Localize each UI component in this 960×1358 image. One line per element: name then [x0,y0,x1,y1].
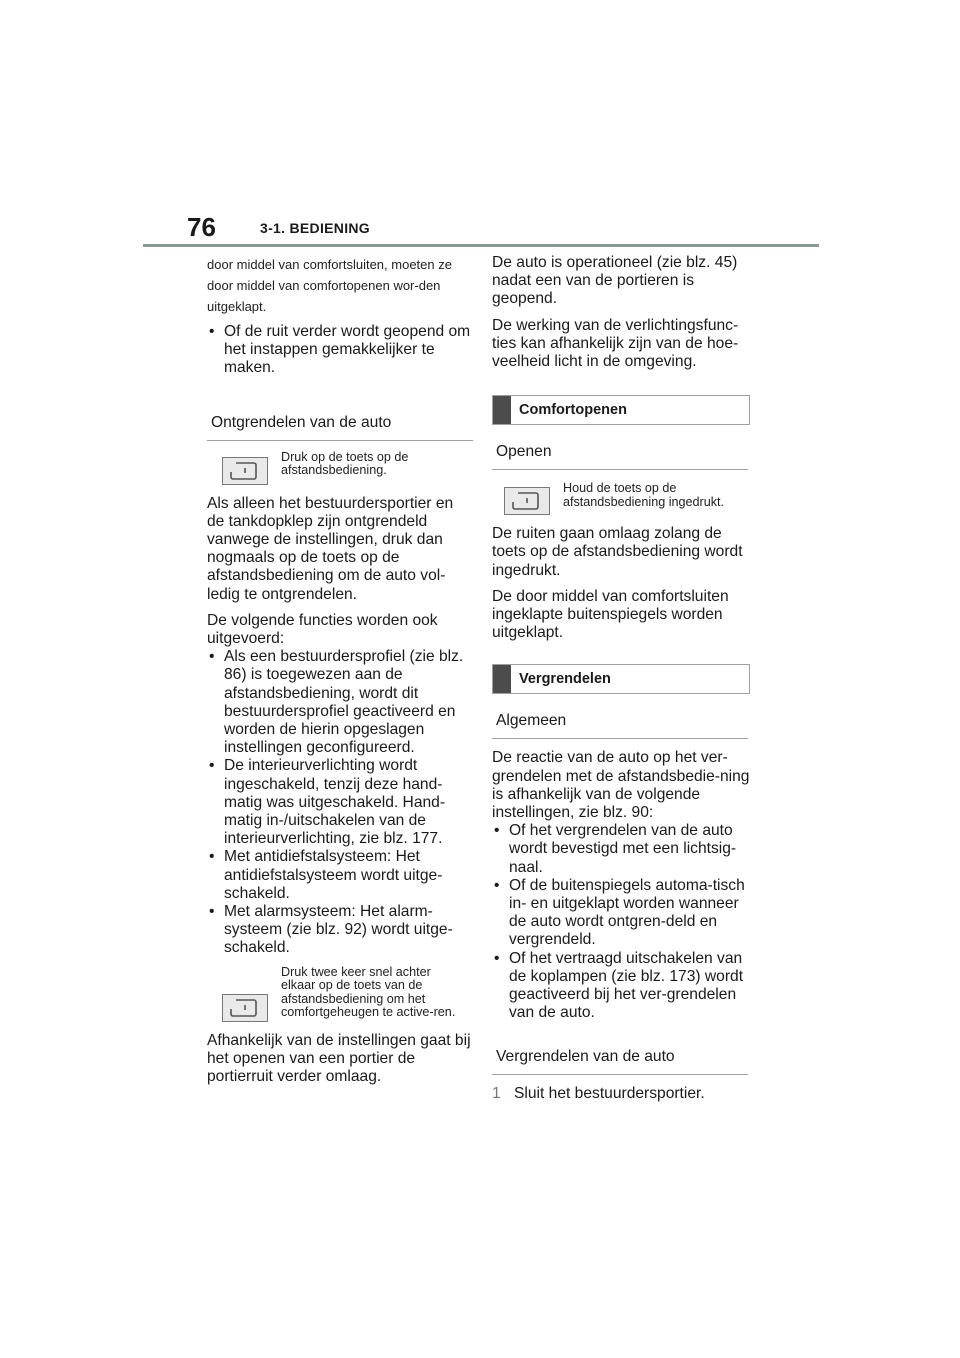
paragraph-operational: De auto is operationeel (zie blz. 45) nadat een van de portieren is geopend. [492,254,738,308]
unlock-icon [230,462,260,480]
unlock-icon [512,492,542,510]
key-instruction-3-text: Houd de toets op de afstandsbediening ingedrukt. [563,481,725,509]
comfort-open-heading-text: Comfortopenen [519,402,627,419]
bullet-item: • Of de buitenspiegels automa-tisch in- en uitgeklapt worden wanneer de auto wordt ontgren-deld en vergrendeld. [492,877,756,950]
paragraph-window: Afhankelijk van de instellingen gaat bij het openen van een portier de portierruit verder omlaag. [207,1031,471,1086]
paragraph-lighting: De werking van de verlichtingsfunc-ties kan afhankelijk zijn van de hoe-veelheid licht in de omgeving. [492,316,739,371]
key-instruction-1-text: Druk op de toets op de afstandsbediening. [281,449,409,478]
step-text: Sluit het bestuurdersportier. [514,1085,705,1103]
key-instruction-2 [207,966,471,1022]
functions-bullet-list [207,648,471,957]
bullet-item: • Met alarmsysteem: Het alarm-systeem (zie blz. 92) wordt uitge-schakeld. [207,903,471,958]
paragraph-full-unlock: Als alleen het bestuurdersportier en de tankdopklep zijn ontgrendeld vanwege de instellingen, druk dan nogmaals op de toets op de afstandsbediening om de auto vol-ledig te ontgrendelen. [207,494,454,603]
remote-unlock-key-icon [222,994,268,1022]
key-instruction-1 [207,451,471,485]
remote-unlock-key-icon [222,457,268,485]
paragraph-mirrors: De door middel van comfortsluiten ingeklapte buitenspiegels worden uitgeklapt. [492,587,729,642]
lock-heading [492,664,750,694]
comfort-open-heading [492,395,750,425]
step-item [492,1085,756,1103]
paragraph-windows-down: De ruiten gaan omlaag zolang de toets op de afstandsbediening wordt ingedrukt. [492,525,743,579]
open-heading: Openen [492,429,748,470]
remote-unlock-key-icon [504,487,550,515]
intro-bullet-list [207,323,471,378]
lock-heading-text: Vergrendelen [519,671,611,688]
bullet-item: • Als een bestuurdersprofiel (zie blz. 86) is toegewezen aan de afstandsbediening, wordt dit bestuurdersprofiel geactiveerd en worden de hierin opgeslagen instellingen geconfigureerd. [207,648,471,757]
paragraph-functions: De volgende functies worden ook uitgevoerd: [207,611,438,648]
key-instruction-2-text: Druk twee keer snel achter elkaar op de toets van de afstandsbediening om het comfortgeheugen te active-ren. [281,964,456,1020]
steps-list [492,1085,756,1103]
lock-bullet-list [492,822,756,1022]
heading-bar [493,665,511,693]
heading-bar [493,396,511,424]
bullet-item: • Of het vertraagd uitschakelen van de koplampen (zie blz. 173) wordt geactiveerd bij het ver-grendelen van de auto. [492,950,756,1023]
left-column [207,254,471,1094]
section-title: 3-1. BEDIENING [260,220,370,236]
bullet-item: • De interieurverlichting wordt ingeschakeld, tenzij deze hand-matig was uitgeschakeld. Hand-matig in-/uitschakelen van de interieurverlichting, zie blz. 177. [207,757,471,848]
bullet-item: • Met antidiefstalsysteem: Het antidiefstalsysteem wordt uitge-schakeld. [207,848,471,903]
lock-car-heading: Vergrendelen van de auto [492,1034,748,1075]
intro-bullet: • Of de ruit verder wordt geopend om het instappen gemakkelijker te maken. [207,323,471,378]
step-number: 1 [492,1085,501,1103]
unlock-heading: Ontgrendelen van de auto [207,400,473,441]
intro-text: door middel van comfortsluiten, moeten ze door middel van comfortopenen wor-den uitgeklapt. [207,257,452,314]
page-number: 76 [187,212,216,242]
general-heading: Algemeen [492,698,748,739]
right-column [492,254,756,1104]
header-rule [143,244,819,247]
key-instruction-3 [492,482,756,515]
unlock-icon [230,999,260,1017]
paragraph-lock-reaction: De reactie van de auto op het ver-grendelen met de afstandsbedie-ning is afhankelijk van de volgende instellingen, zie blz. 90: [492,749,750,822]
bullet-item: • Of het vergrendelen van de auto wordt bevestigd met een lichtsig-naal. [492,822,756,877]
